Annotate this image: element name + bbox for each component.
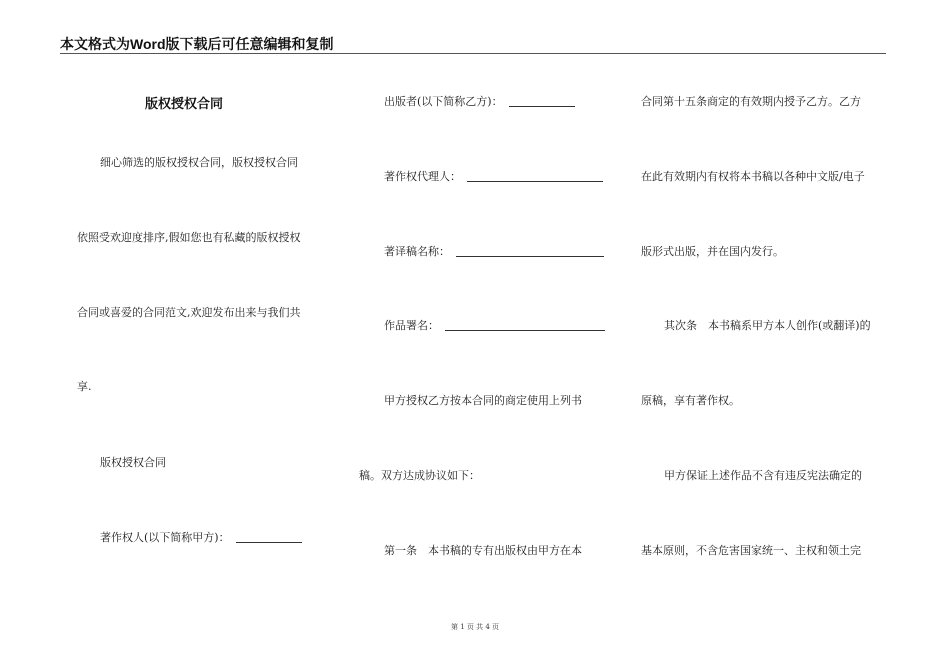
- contract-title: 版权授权合同: [145, 96, 224, 111]
- agent-label: 著作权代理人：: [384, 170, 461, 183]
- work-name-line: [384, 243, 604, 259]
- party-a-label: 著作权人(以下简称甲方)：: [100, 531, 230, 544]
- page-number: 第 1 页 共 4 页: [450, 623, 500, 631]
- header-divider: [60, 53, 886, 54]
- header-title: 本文格式为Word版下载后可任意编辑和复制: [60, 36, 334, 52]
- work-name-label: 著译稿名称：: [384, 245, 450, 258]
- clause-intro-line-1: 甲方授权乙方按本合同的商定使用上列书: [384, 394, 582, 407]
- right-line-1: 合同第十五条商定的有效期内授予乙方。乙方: [641, 95, 861, 108]
- party-b-label: 出版者(以下简称乙方)：: [384, 95, 503, 108]
- right-line-2: 在此有效期内有权将本书稿以各种中文版/电子: [641, 170, 865, 183]
- intro-line-1: 细心筛选的版权授权合同，版权授权合同: [100, 156, 298, 169]
- right-line-3: 版形式出版，并在国内发行。: [641, 245, 784, 258]
- clause-2-line-2: 原稿，享有著作权。: [641, 394, 740, 407]
- intro-line-3: 合同或喜爱的合同范文,欢迎发布出来与我们共: [77, 306, 301, 319]
- signature-line: [384, 317, 605, 333]
- intro-line-4: 享.: [77, 380, 92, 393]
- clause-1-line: 第一条 本书稿的专有出版权由甲方在本: [384, 544, 582, 557]
- agent-blank: [467, 170, 603, 182]
- right-line-5: 基本原则，不含危害国家统一、主权和领土完: [641, 544, 861, 557]
- signature-label: 作品署名：: [384, 319, 439, 332]
- signature-blank: [445, 319, 605, 331]
- contract-subtitle: 版权授权合同: [100, 456, 166, 469]
- party-b-blank: [509, 95, 575, 107]
- agent-line: [384, 168, 603, 184]
- right-line-4: 甲方保证上述作品不含有违反宪法确定的: [664, 469, 862, 482]
- party-a-blank: [236, 531, 302, 543]
- clause-2-line-1: 其次条 本书稿系甲方本人创作(或翻译)的: [664, 319, 871, 332]
- work-name-blank: [456, 245, 604, 257]
- party-b-line: [384, 93, 575, 109]
- intro-line-2: 依照受欢迎度排序,假如您也有私藏的版权授权: [77, 231, 301, 244]
- party-a-line: [100, 529, 302, 545]
- clause-intro-line-2: 稿。双方达成协议如下：: [359, 469, 480, 482]
